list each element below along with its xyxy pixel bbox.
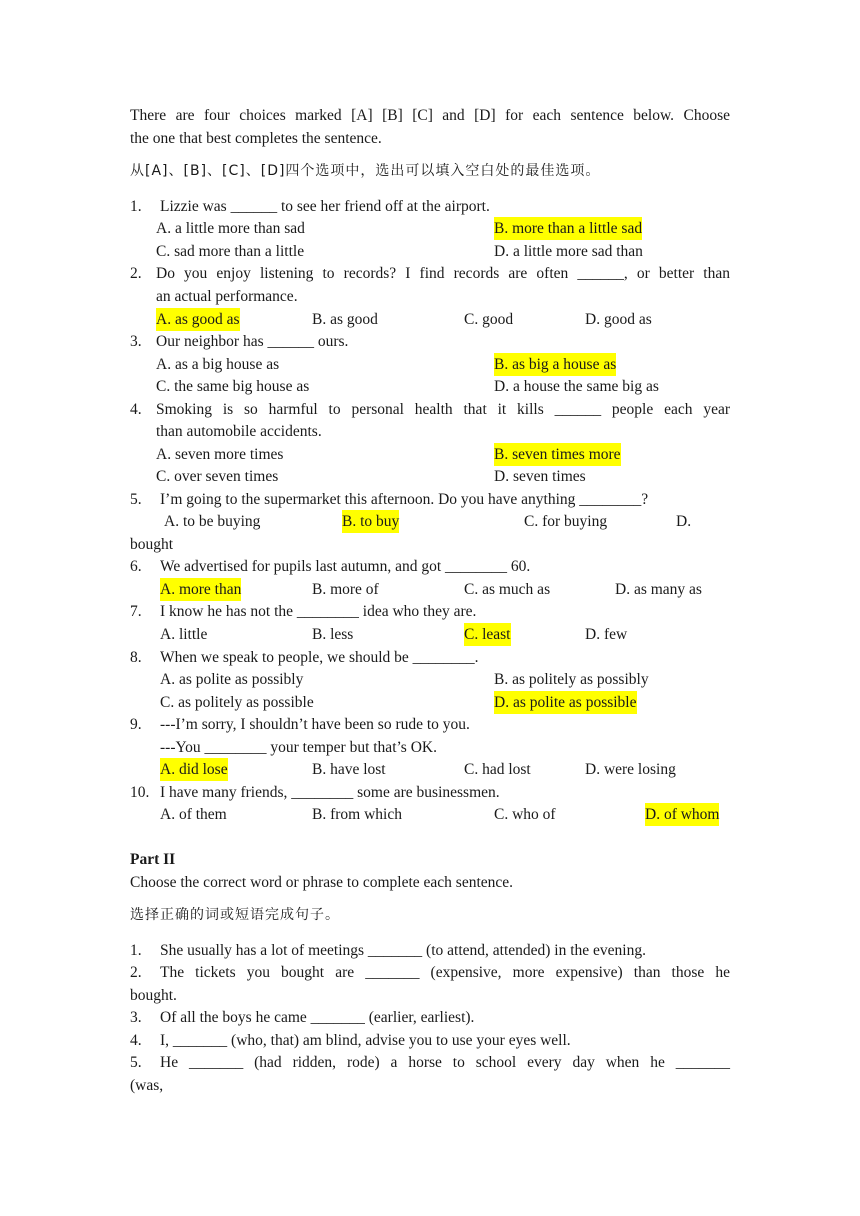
options-row [130, 668, 730, 691]
options-row [130, 510, 730, 533]
option-a: A. seven more times [156, 446, 284, 463]
question-number: 3. [130, 333, 142, 350]
part-2-item-5 [130, 1051, 730, 1074]
item-number: 5. [130, 1054, 142, 1071]
item-text: The tickets you bought are _______ (expensive, more expensive) than those he [160, 964, 730, 981]
item-number: 1. [130, 942, 142, 959]
option-d: D. were losing [585, 761, 676, 778]
part-2-item-2-cont: bought. [130, 987, 177, 1004]
question-1 [130, 195, 730, 218]
option-b: B. from which [312, 806, 402, 823]
option-b-answer: B. more than a little sad [494, 217, 642, 240]
question-number: 6. [130, 558, 142, 575]
part-2-item-4 [130, 1029, 730, 1052]
option-d-answer: D. as polite as possible [494, 691, 637, 714]
option-a-answer: A. as good as [156, 308, 240, 331]
option-a: A. to be buying [164, 513, 261, 530]
option-c: C. good [464, 311, 514, 328]
options-row [130, 758, 730, 781]
question-4 [130, 398, 730, 421]
option-d: D. a little more sad than [494, 243, 643, 260]
question-text: When we speak to people, we should be ________. [160, 649, 479, 666]
item-number: 3. [130, 1009, 142, 1026]
option-d: D. good as [585, 311, 652, 328]
option-a: A. as a big house as [156, 356, 280, 373]
part-2-instructions-chinese: 选择正确的词或短语完成句子。 [130, 907, 340, 923]
question-4-cont [130, 420, 730, 443]
question-2-cont [130, 285, 730, 308]
question-text: Do you enjoy listening to records? I find records are often ______, or better than [156, 265, 730, 282]
options-row [130, 623, 730, 646]
option-b: B. have lost [312, 761, 386, 778]
options-row [130, 465, 730, 488]
question-number: 9. [130, 716, 142, 733]
question-text: I know he has not the ________ idea who they are. [160, 603, 477, 620]
question-text: I have many friends, ________ some are businessmen. [160, 784, 500, 801]
item-text: Of all the boys he came _______ (earlier, earliest). [160, 1009, 475, 1026]
instructions-line-1: There are four choices marked [A] [B] [C] and [D] for each sentence below. Choose [130, 107, 730, 124]
question-text: ---I’m sorry, I shouldn’t have been so rude to you. [160, 716, 470, 733]
option-c-answer: C. least [464, 623, 511, 646]
part-2-item-5-cont: (was, [130, 1077, 164, 1094]
instructions-line-2: the one that best completes the sentence. [130, 130, 382, 147]
question-9 [130, 713, 730, 736]
question-5 [130, 488, 730, 511]
option-d: D. [676, 513, 692, 530]
option-a: A. a little more than sad [156, 220, 305, 237]
question-3 [130, 330, 730, 353]
question-number: 5. [130, 491, 142, 508]
option-c: C. the same big house as [156, 378, 310, 395]
instructions-chinese: 从[A]、[B]、[C]、[D]四个选项中，选出可以填入空白处的最佳选项。 [130, 163, 601, 179]
part-2-item-1 [130, 939, 730, 962]
options-row [130, 353, 730, 376]
item-text: He _______ (had ridden, rode) a horse to school every day when he _______ [160, 1054, 730, 1071]
question-8 [130, 646, 730, 669]
option-d: D. seven times [494, 468, 586, 485]
item-text: I, _______ (who, that) am blind, advise you to use your eyes well. [160, 1032, 571, 1049]
question-9-cont [130, 736, 730, 759]
item-number: 2. [130, 964, 142, 981]
options-row [130, 691, 730, 714]
option-a: A. of them [160, 806, 227, 823]
option-c: C. for buying [524, 513, 608, 530]
question-2 [130, 262, 730, 285]
question-text: Our neighbor has ______ ours. [156, 333, 349, 350]
part-2-heading: Part II [130, 851, 176, 868]
option-d: D. few [585, 626, 628, 643]
question-number: 10. [130, 784, 150, 801]
options-row [130, 240, 730, 263]
options-row [130, 308, 730, 331]
options-row [130, 375, 730, 398]
question-6 [130, 555, 730, 578]
part-2-instructions: Choose the correct word or phrase to complete each sentence. [130, 874, 514, 891]
option-d-answer: D. of whom [645, 803, 719, 826]
item-number: 4. [130, 1032, 142, 1049]
option-d-cont: bought [130, 536, 174, 553]
option-b: B. as politely as possibly [494, 671, 649, 688]
option-c: C. sad more than a little [156, 243, 305, 260]
option-a-answer: A. more than [160, 578, 241, 601]
option-c: C. as politely as possible [160, 694, 314, 711]
options-row-wrap [130, 533, 730, 556]
option-d: D. a house the same big as [494, 378, 659, 395]
question-number: 4. [130, 401, 142, 418]
option-b-answer: B. to buy [342, 510, 399, 533]
option-c: C. over seven times [156, 468, 279, 485]
options-row [130, 803, 730, 826]
question-text-cont: than automobile accidents. [156, 423, 322, 440]
question-text-cont: ---You ________ your temper but that’s OK. [160, 739, 437, 756]
option-b: B. as good [312, 311, 378, 328]
question-number: 2. [130, 265, 142, 282]
option-d: D. as many as [615, 581, 702, 598]
option-a-answer: A. did lose [160, 758, 228, 781]
question-text: I’m going to the supermarket this afternoon. Do you have anything ________? [160, 491, 649, 508]
option-c: C. who of [494, 806, 556, 823]
option-c: C. as much as [464, 581, 551, 598]
options-row [130, 443, 730, 466]
part-2-item-2 [130, 961, 730, 984]
option-b: B. more of [312, 581, 379, 598]
item-text: She usually has a lot of meetings _______ (to attend, attended) in the evening. [160, 942, 646, 959]
option-c: C. had lost [464, 761, 531, 778]
option-b: B. less [312, 626, 354, 643]
question-number: 1. [130, 198, 142, 215]
option-a: A. as polite as possibly [160, 671, 304, 688]
question-text: We advertised for pupils last autumn, and got ________ 60. [160, 558, 531, 575]
question-number: 7. [130, 603, 142, 620]
question-text: Smoking is so harmful to personal health that it kills ______ people each year [156, 401, 730, 418]
option-b-answer: B. seven times more [494, 443, 621, 466]
question-number: 8. [130, 649, 142, 666]
question-text: Lizzie was ______ to see her friend off at the airport. [160, 198, 490, 215]
question-10 [130, 781, 730, 804]
option-a: A. little [160, 626, 208, 643]
options-row [130, 578, 730, 601]
options-row [130, 217, 730, 240]
question-text-cont: an actual performance. [156, 288, 298, 305]
question-7 [130, 600, 730, 623]
option-b-answer: B. as big a house as [494, 353, 616, 376]
part-2-item-3 [130, 1006, 730, 1029]
